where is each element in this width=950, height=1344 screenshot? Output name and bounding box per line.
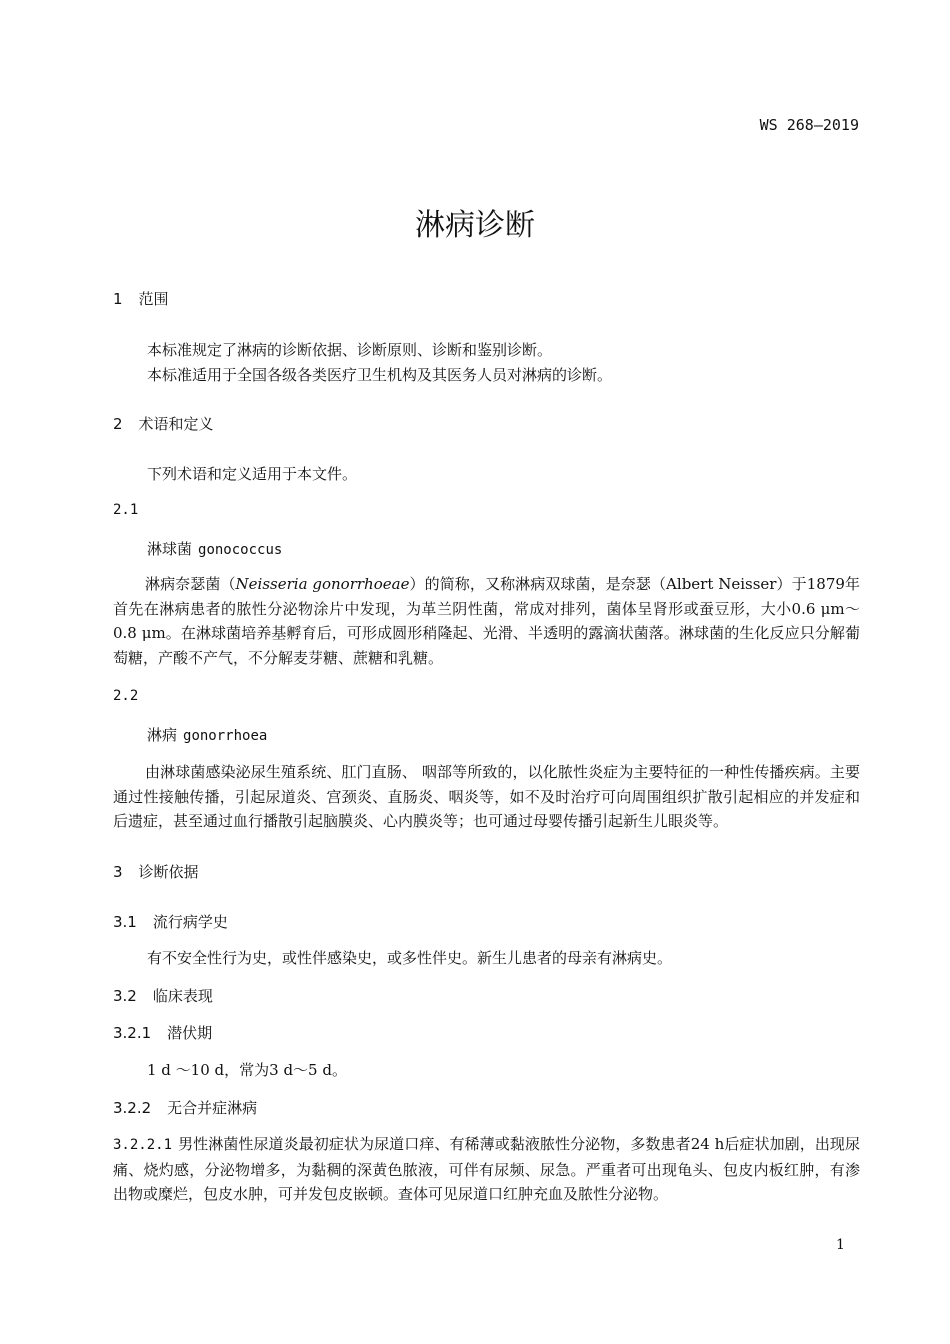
term-en: gonococcus [198,542,283,558]
section-3-1-heading [113,911,228,932]
terms-intro: 下列术语和定义适用于本文件。 [147,465,358,483]
section-title: 术语和定义 [138,415,214,433]
section-number: 2 [113,415,123,433]
section-number: 3.1 [113,913,137,931]
section-number: 3.2.1 [113,1024,152,1042]
gonococcus-definition [113,572,860,670]
latin-name: Neisseria gonorrhoeae [235,575,410,593]
section-3-heading [113,861,199,882]
section-number: 3 [113,863,123,881]
section-3-2-heading [113,985,213,1006]
definition-text-part: ）的简称，又称淋病双球菌，是奈瑟（Albert Neisser）于1879年首先在淋病患者的脓性分泌物涂片中发现，为革兰阴性菌，常成对排列，菌体呈肾形或蚕豆形，大小0.6 μm～0.8 μm。在淋球菌培养基孵育后，可形成圆形稍隆起、光滑、半透明的露滴状菌落。淋球菌的生化反应只分解葡萄糖，产酸不产气，不分解麦芽糖、蔗糖和乳糖。 [113,575,860,667]
page-title: 淋病诊断 [415,208,535,243]
epidemiology-text: 有不安全性行为史，或性伴感染史，或多性伴史。新生儿患者的母亲有淋病史。 [147,949,673,967]
section-3-2-1-heading [113,1022,212,1043]
section-title: 范围 [138,290,169,308]
term-zh: 淋病 [147,726,178,744]
scope-paragraph-1: 本标准规定了淋病的诊断依据、诊断原则、诊断和鉴别诊断。 [147,341,553,359]
section-title: 潜伏期 [167,1024,213,1042]
clause-number: 3.2.2.1 [113,1137,173,1153]
section-number: 3.2.2 [113,1099,152,1117]
incubation-text: 1 d ～10 d，常为3 d～5 d。 [147,1061,347,1079]
term-gonococcus [147,538,282,559]
section-title: 诊断依据 [138,863,199,881]
scope-paragraph-2: 本标准适用于全国各级各类医疗卫生机构及其医务人员对淋病的诊断。 [147,366,613,384]
term-gonorrhoea [147,724,267,745]
section-title: 无合并症淋病 [167,1099,258,1117]
section-1-heading [113,288,169,309]
standard-code: WS 268—2019 [759,116,859,134]
term-en: gonorrhoea [183,728,268,744]
page-number: 1 [836,1237,845,1253]
section-title: 流行病学史 [152,913,228,931]
section-title: 临床表现 [152,987,213,1005]
clause-text: 男性淋菌性尿道炎最初症状为尿道口痒、有稀薄或黏液脓性分泌物，多数患者24 h后症状加剧，出现尿痛、烧灼感，分泌物增多，为黏稠的深黄色脓液，可伴有尿频、尿急。严重者可出现龟头、包皮内板红肿，有渗出物或糜烂，包皮水肿，可并发包皮嵌顿。查体可见尿道口红肿充血及脓性分泌物。 [113,1135,860,1203]
clause-2-1-number: 2.1 [113,502,139,518]
section-3-2-2-heading [113,1097,257,1118]
clause-2-2-number: 2.2 [113,688,139,704]
section-number: 1 [113,290,123,308]
section-2-heading [113,413,214,434]
section-number: 3.2 [113,987,137,1005]
term-zh: 淋球菌 [147,540,193,558]
clause-3-2-2-1 [113,1132,860,1207]
gonorrhoea-definition: 由淋球菌感染泌尿生殖系统、肛门直肠、 咽部等所致的，以化脓性炎症为主要特征的一种性传播疾病。主要通过性接触传播，引起尿道炎、宫颈炎、直肠炎、咽炎等，如不及时治疗可向周围组织扩散引起相应的并发症和后遗症，甚至通过血行播散引起脑膜炎、心内膜炎等；也可通过母婴传播引起新生儿眼炎等。 [113,763,860,830]
definition-text-part: 淋病奈瑟菌（ [145,575,236,593]
